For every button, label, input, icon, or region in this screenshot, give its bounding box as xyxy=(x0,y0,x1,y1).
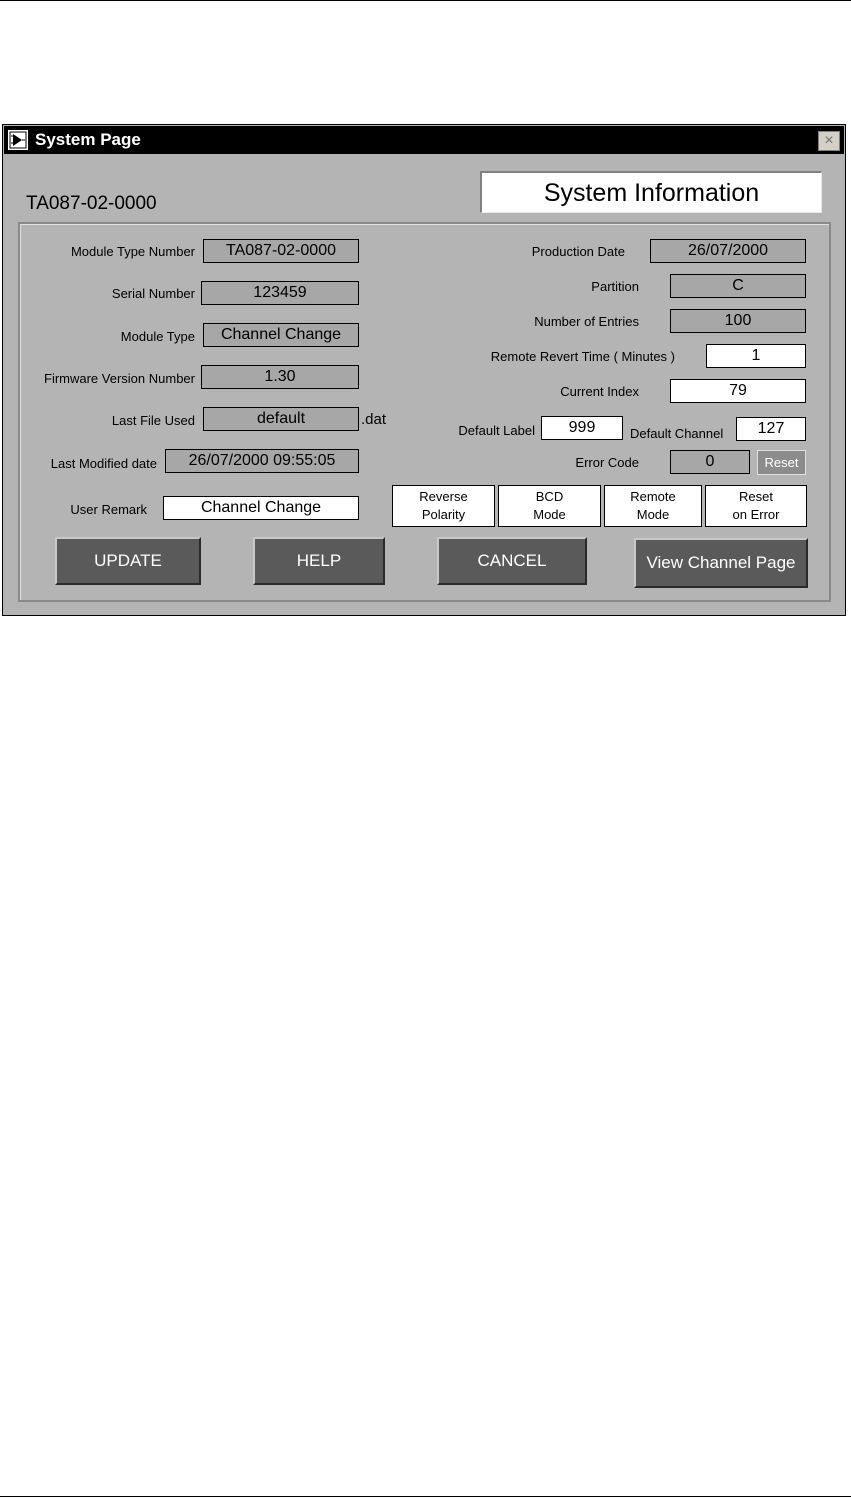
reverse-polarity-toggle[interactable] xyxy=(392,485,495,527)
labview-vi-icon xyxy=(8,130,28,150)
module-type-number-label: Module Type Number xyxy=(70,244,195,259)
toggle-label-line2: Polarity xyxy=(421,507,466,522)
last-file-used-value: default xyxy=(203,407,359,431)
toggle-label-line1: BCD xyxy=(535,489,564,504)
toggle-label-line2: on Error xyxy=(732,507,780,522)
model-label: TA087-02-0000 xyxy=(26,193,157,214)
last-modified-label: Last Modified date xyxy=(50,456,157,471)
window-title: System Page xyxy=(35,130,141,149)
serial-number-value: 123459 xyxy=(201,281,359,305)
number-of-entries-label: Number of Entries xyxy=(534,314,639,329)
serial-number-label: Serial Number xyxy=(111,286,195,301)
module-type-number-value: TA087-02-0000 xyxy=(203,239,359,263)
system-page-window xyxy=(2,124,846,616)
number-of-entries-value: 100 xyxy=(670,309,806,333)
firmware-version-value: 1.30 xyxy=(201,365,359,389)
error-code-label: Error Code xyxy=(575,455,639,470)
toggle-label-line2: Mode xyxy=(636,507,670,522)
bcd-mode-toggle[interactable] xyxy=(498,485,601,527)
partition-label: Partition xyxy=(591,279,639,294)
remote-revert-time-label: Remote Revert Time ( Minutes ) xyxy=(490,349,675,364)
cancel-button[interactable]: CANCEL xyxy=(437,537,587,585)
module-type-label: Module Type xyxy=(120,329,195,344)
bottom-rule xyxy=(0,1496,851,1497)
module-type-value: Channel Change xyxy=(203,323,359,347)
title-bar[interactable] xyxy=(4,126,844,154)
toggle-label-line1: Reset xyxy=(739,489,773,504)
toggle-label-line1: Remote xyxy=(630,489,676,504)
user-remark-label: User Remark xyxy=(70,502,147,517)
close-icon[interactable]: × xyxy=(818,131,840,151)
reset-on-error-toggle[interactable] xyxy=(705,485,807,527)
current-index-label: Current Index xyxy=(560,384,639,399)
partition-value: C xyxy=(670,274,806,298)
production-date-value: 26/07/2000 xyxy=(650,239,806,263)
toggle-label-line2: Mode xyxy=(533,507,566,522)
help-button[interactable]: HELP xyxy=(253,537,385,585)
view-channel-page-button[interactable]: View Channel Page xyxy=(634,538,808,588)
current-index-input[interactable]: 79 xyxy=(670,379,806,403)
firmware-version-label: Firmware Version Number xyxy=(44,371,195,386)
toggle-label-line1: Reverse xyxy=(419,489,468,504)
default-channel-input[interactable]: 127 xyxy=(736,417,806,441)
remote-revert-time-input[interactable]: 1 xyxy=(706,344,806,368)
last-file-used-label: Last File Used xyxy=(111,413,195,428)
default-label-input[interactable]: 999 xyxy=(541,416,623,440)
top-rule xyxy=(0,0,851,1)
remote-mode-toggle[interactable] xyxy=(604,485,702,527)
section-title: System Information xyxy=(480,171,822,213)
update-button[interactable]: UPDATE xyxy=(55,537,201,585)
file-extension-label: .dat xyxy=(361,411,387,428)
production-date-label: Production Date xyxy=(531,244,625,259)
default-channel-label: Default Channel xyxy=(630,426,724,441)
user-remark-input[interactable]: Channel Change xyxy=(163,496,359,520)
last-modified-value: 26/07/2000 09:55:05 xyxy=(165,449,359,473)
error-code-value: 0 xyxy=(670,450,750,474)
error-reset-button[interactable]: Reset xyxy=(757,450,806,475)
default-label-label: Default Label xyxy=(458,423,535,438)
